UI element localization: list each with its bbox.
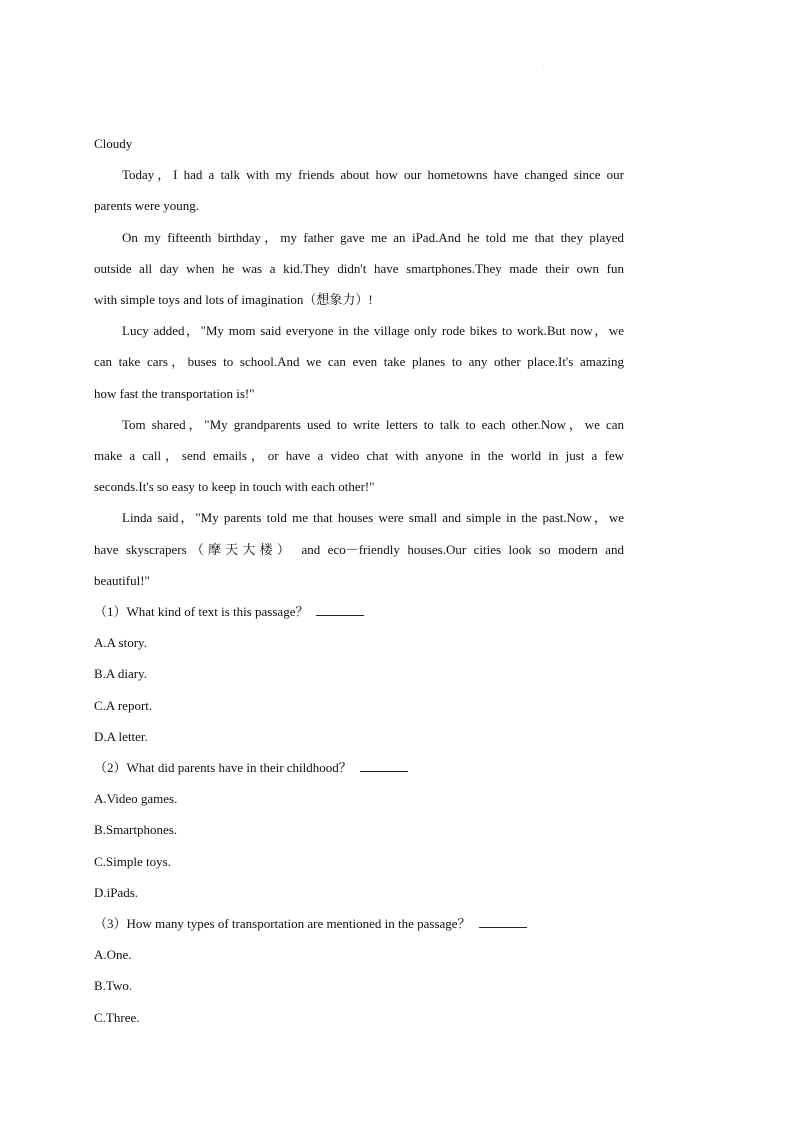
paragraph-line: outside all day when he was a kid.They didn't have smartphones.They made their own fun — [94, 260, 624, 276]
passage-content — [94, 128, 624, 1033]
paragraph-line: Today，I had a talk with my friends about how our hometowns have changed since our — [122, 167, 624, 183]
question-1 — [94, 596, 624, 752]
paragraph-line: On my fifteenth birthday，my father gave me an iPad.And he told me that they played — [122, 229, 624, 245]
option-c: C.A report. — [94, 697, 153, 713]
answer-blank[interactable] — [360, 761, 408, 772]
option-a: A.Video games. — [94, 791, 178, 807]
passage-heading: Cloudy — [94, 136, 133, 151]
paragraph-line: Linda said，"My parents told me that houses were small and simple in the past.Now，we — [122, 510, 624, 526]
question-stem: （1）What kind of text is this passage？ — [94, 596, 624, 627]
paragraph-line: have skyscrapers（摩天大楼） and eco－friendly houses.Our cities look so modern and — [94, 541, 624, 557]
paragraph-line: how fast the transportation is!" — [94, 385, 255, 401]
answer-blank[interactable] — [316, 605, 364, 616]
option-d: D.iPads. — [94, 884, 139, 900]
question-stem: （2）What did parents have in their childhood？ — [94, 752, 624, 783]
option-c: C.Simple toys. — [94, 853, 171, 869]
paragraph-line: make a call，send emails，or have a video chat with anyone in the world in just a few — [94, 448, 624, 464]
question-3 — [94, 908, 624, 1033]
question-stem: （3）How many types of transportation are mentioned in the passage？ — [94, 908, 624, 939]
option-d: D.A letter. — [94, 728, 148, 744]
option-c: C.Three. — [94, 1009, 140, 1025]
option-b: B.A diary. — [94, 666, 147, 682]
option-a: A.One. — [94, 947, 132, 963]
paragraph-line: Lucy added，"My mom said everyone in the village only rode bikes to work.But now，we — [122, 323, 624, 339]
paragraph-line: with simple toys and lots of imagination（想象力）! — [94, 292, 373, 308]
option-b: B.Two. — [94, 978, 133, 994]
paragraph-line: can take cars，buses to school.And we can even take planes to any other place.It's amazing — [94, 354, 624, 370]
paragraph-line: seconds.It's so easy to keep in touch with each other!" — [94, 479, 375, 495]
paragraph-line: Tom shared，"My grandparents used to write letters to talk to each other.Now，we can — [122, 416, 624, 432]
option-a: A.A story. — [94, 635, 147, 651]
paragraph-line: parents were young. — [94, 198, 200, 214]
option-b: B.Smartphones. — [94, 822, 178, 838]
answer-blank[interactable] — [479, 917, 527, 928]
header-mark: . — [543, 62, 545, 68]
paragraph-line: beautiful!" — [94, 572, 150, 588]
question-2 — [94, 752, 624, 908]
